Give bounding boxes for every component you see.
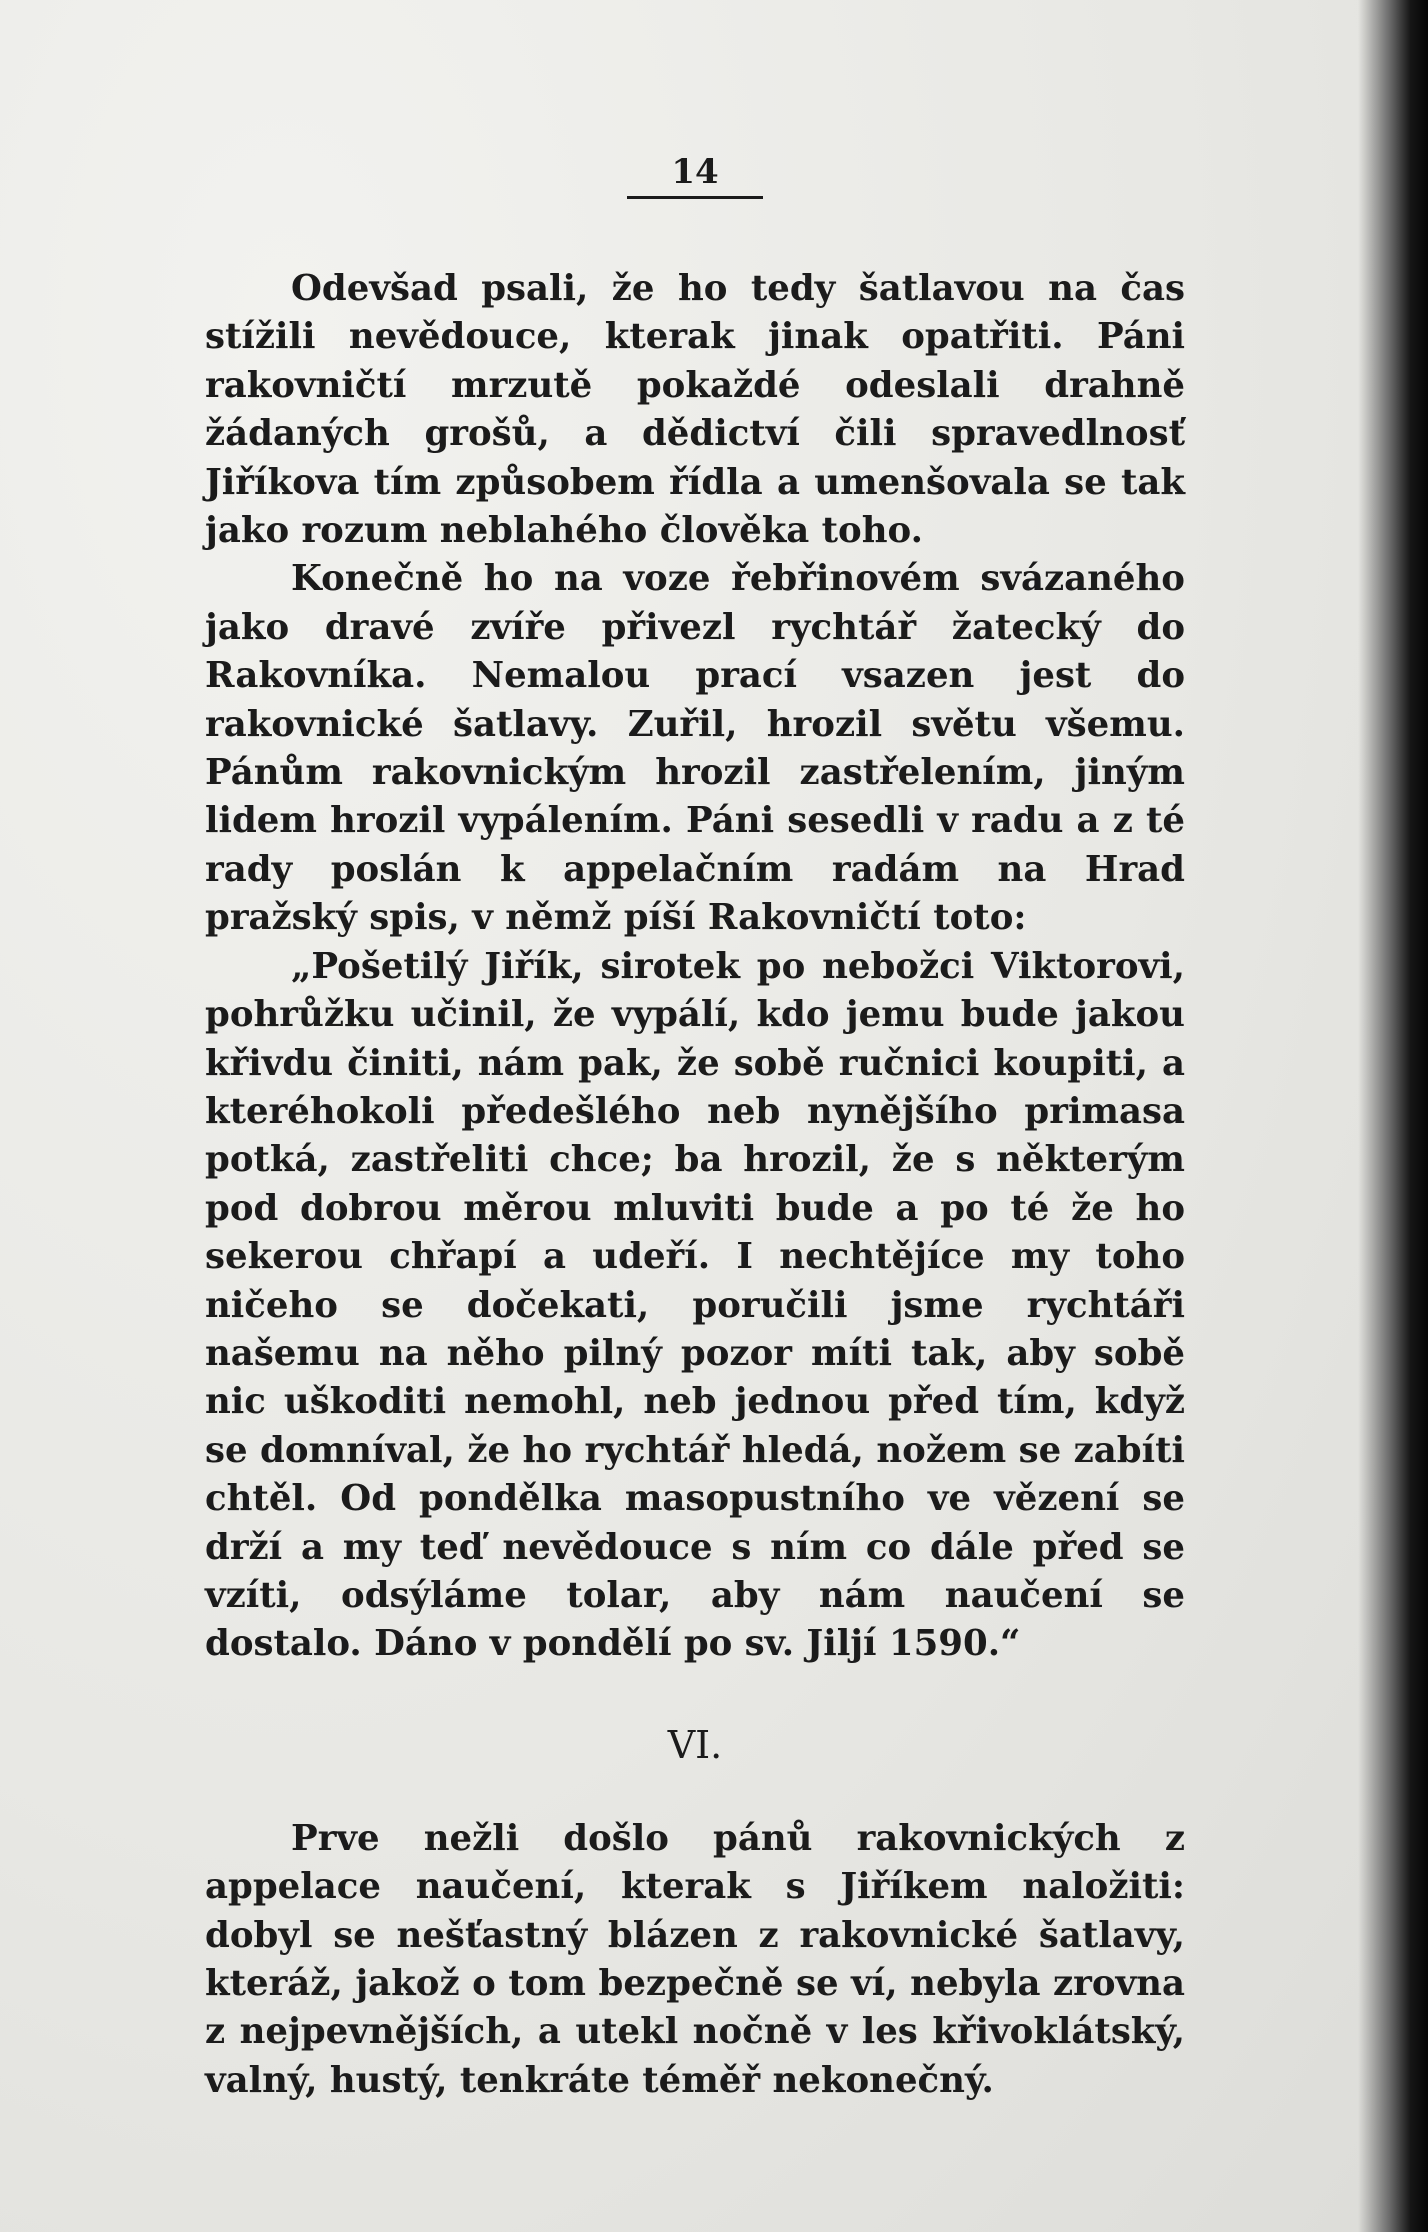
section-heading: VI.	[667, 1722, 723, 1767]
text-block	[205, 150, 1185, 2105]
page-number-text: 14	[627, 150, 762, 199]
paragraph-4: Prve nežli došlo pánů rakovnických z appelace naučení, kterak s Jiříkem naložiti: dobyl se nešťastný blázen z rakovnické šatlavy, kteráž, jakož o tom bezpečně se ví, nebyla zrovna z nejpevnějších, a utekl nočně v les křivoklátský, valný, hustý, tenkráte téměř nekonečný.	[205, 1817, 1185, 2101]
quoted-letter-paragraph: „Pošetilý Jiřík, sirotek po nebožci Viktorovi, pohrůžku učinil, že vypálí, kdo jemu bude jakou křivdu činiti, nám pak, že sobě ručnici koupiti, a kteréhokoli předešlého neb nynějšího primasa potká, zastřeliti chce; ba hrozil, že s některým pod dobrou měrou mluviti bude a po té že ho sekerou chřapí a udeří. I nechtějíce my toho ničeho se dočekati, poručili jsme rychtáři našemu na něho pilný pozor míti tak, aby sobě nic uškoditi nemohl, neb jednou před tím, když se domníval, že ho rychtář hledá, nožem se zabíti chtěl. Od pondělka masopustního ve vězení se drží a my teď nevědouce s ním co dále před se vzíti, odsýláme tolar, aby nám naučení se dostalo. Dáno v pondělí po sv. Jiljí 1590.“	[205, 945, 1185, 1665]
page-number	[205, 150, 1185, 199]
page-edge-shadow	[1358, 0, 1428, 2232]
paragraph-2: Konečně ho na voze řebřinovém svázaného jako dravé zvíře přivezl rychtář žatecký do Rakovníka. Nemalou prací vsazen jest do rakovnické šatlavy. Zuřil, hrozil světu všemu. Pánům rakovnickým hrozil zastřelením, jiným lidem hrozil vypálením. Páni sesedli v radu a z té rady poslán k appelačním radám na Hrad pražský spis, v němž píší Rakovničtí toto:	[205, 558, 1185, 939]
paragraph-1: Odevšad psali, že ho tedy šatlavou na čas stížili nevědouce, kterak jinak opatřiti. Páni rakovničtí mrzutě pokaždé odeslali drahně žádaných grošů, a dědictví čili spravedlnosť Jiříkova tím způsobem řídla a umenšovala se tak jako rozum neblahého člověka toho.	[205, 268, 1185, 552]
